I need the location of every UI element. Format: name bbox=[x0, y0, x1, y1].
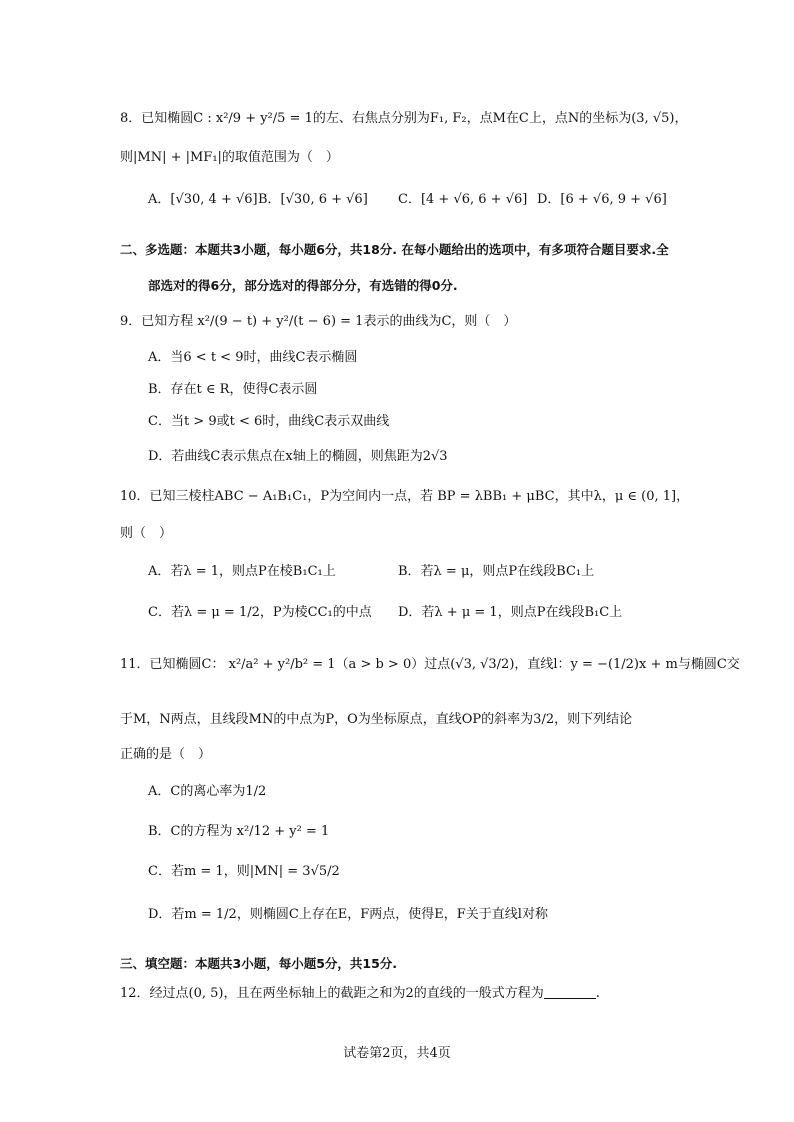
q8-option-b: B．[√30, 6 + √6] bbox=[258, 192, 368, 207]
q8-stem-line2: 则|MN| + |MF₁|的取值范围为（ ） bbox=[120, 150, 339, 165]
section3-heading: 三、填空题：本题共3小题，每小题5分，共15分. bbox=[120, 956, 398, 971]
q9-option-c: C．当t > 9或t < 6时，曲线C表示双曲线 bbox=[148, 414, 390, 429]
q8-option-d: D．[6 + √6, 9 + √6] bbox=[537, 192, 667, 207]
q9-option-b: B．存在t ∈ R，使得C表示圆 bbox=[148, 382, 318, 397]
q12-stem bbox=[120, 984, 600, 1004]
q8-option-c: C．[4 + √6, 6 + √6] bbox=[398, 192, 528, 207]
q10-option-d: D．若λ + μ = 1，则点P在线段B₁C上 bbox=[398, 605, 623, 620]
q12-text: 12．经过点(0, 5)，且在两坐标轴上的截距之和为2的直线的一般式方程为 bbox=[120, 986, 544, 1001]
q10-option-a: A．若λ = 1，则点P在棱B₁C₁上 bbox=[148, 564, 336, 579]
page-footer: 试卷第2页，共4页 bbox=[343, 1046, 451, 1061]
q8-option-a: A．[√30, 4 + √6] bbox=[148, 192, 258, 207]
q12-answer-blank bbox=[544, 984, 596, 999]
q11-option-d: D．若m = 1/2，则椭圆C上存在E，F两点，使得E，F关于直线l对称 bbox=[148, 907, 548, 922]
q11-stem-line2: 于M，N两点，且线段MN的中点为P，O为坐标原点，直线OP的斜率为3/2，则下列结论 bbox=[120, 712, 633, 727]
q11-option-b: B．C的方程为 x²/12 + y² = 1 bbox=[148, 824, 330, 839]
q11-option-c: C．若m = 1，则|MN| = 3√5/2 bbox=[148, 864, 340, 879]
q10-stem-line2: 则（ ） bbox=[120, 526, 173, 541]
q11-stem-line3: 正确的是（ ） bbox=[120, 747, 212, 762]
q9-option-d: D．若曲线C表示焦点在x轴上的椭圆，则焦距为2√3 bbox=[148, 449, 448, 464]
section2-heading-line2: 部选对的得6分，部分选对的得部分分，有选错的得0分. bbox=[148, 278, 458, 293]
section2-heading-line1: 二、多选题：本题共3小题，每小题6分，共18分. 在每小题给出的选项中，有多项符合题目要求.全 bbox=[120, 242, 669, 257]
q10-option-b: B．若λ = μ，则点P在线段BC₁上 bbox=[398, 564, 595, 579]
q9-stem: 9．已知方程 x²/(9 − t) + y²/(t − 6) = 1表示的曲线为C，则（ ） bbox=[120, 314, 517, 329]
q11-option-a: A．C的离心率为1/2 bbox=[148, 784, 267, 799]
q8-stem-line1: 8．已知椭圆C : x²/9 + y²/5 = 1的左、右焦点分别为F₁, F₂，点M在C上，点N的坐标为(3, √5)， bbox=[120, 111, 688, 126]
q9-option-a: A．当6 < t < 9时，曲线C表示椭圆 bbox=[148, 350, 358, 365]
q11-stem-line1: 11．已知椭圆C： x²/a² + y²/b² = 1（a > b > 0）过点(√3, √3/2)，直线l：y = −(1/2)x + m与椭圆C交 bbox=[120, 657, 740, 672]
q12-period: . bbox=[595, 986, 600, 1001]
q10-stem-line1: 10．已知三棱柱ABC − A₁B₁C₁，P为空间内一点，若 BP = λBB₁ + μBC，其中λ，μ ∈ (0, 1]， bbox=[120, 489, 690, 504]
q10-option-c: C．若λ = μ = 1/2，P为棱CC₁的中点 bbox=[148, 605, 372, 620]
